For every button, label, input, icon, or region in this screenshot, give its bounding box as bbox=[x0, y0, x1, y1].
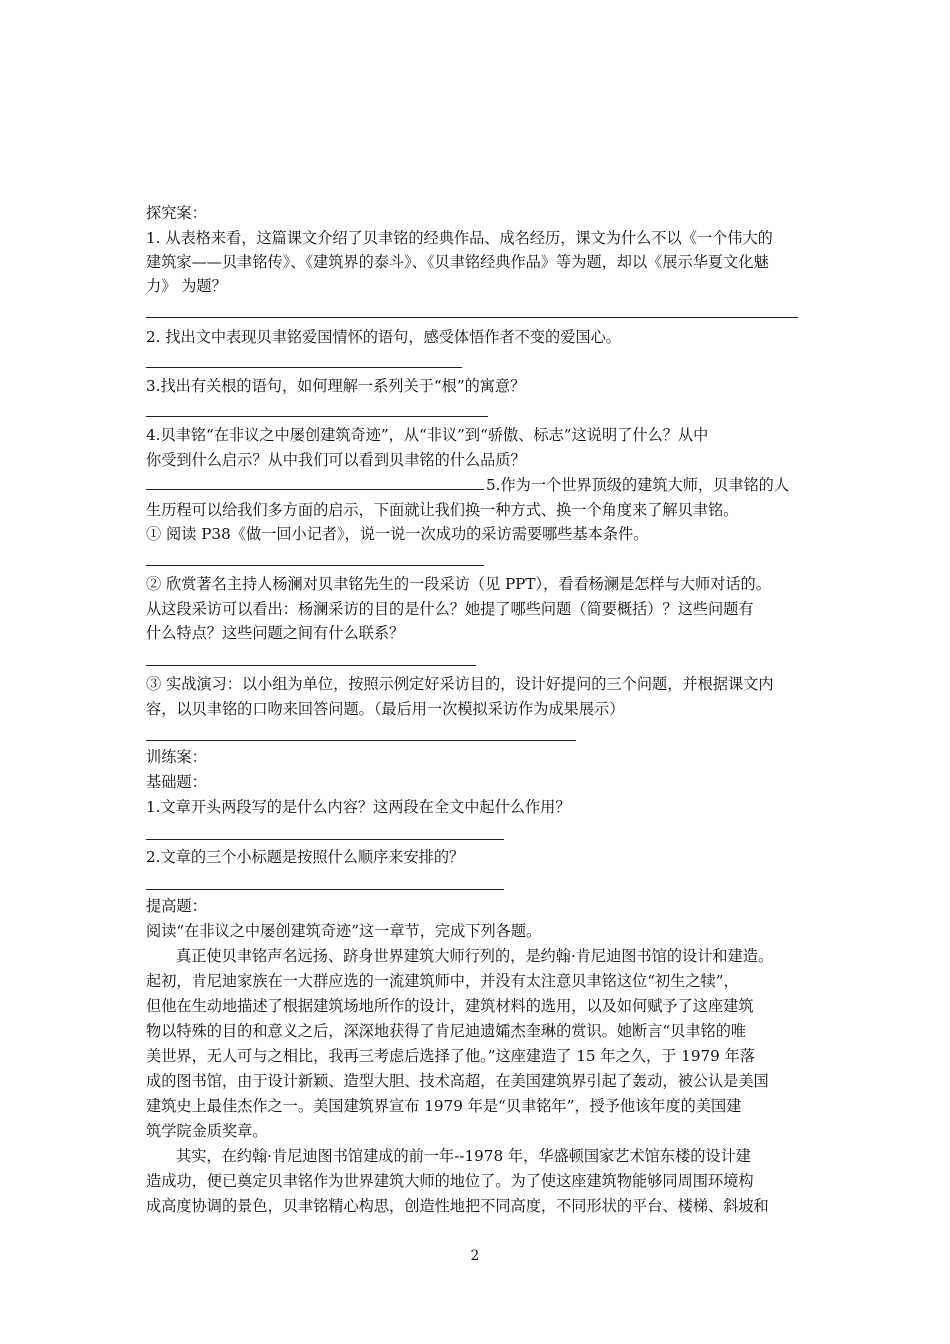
question-1-line-2: 建筑家——贝聿铭传》、《建筑界的泰斗》、《贝聿铭经典作品》等为题，却以《展示华夏文化魅 bbox=[146, 253, 769, 271]
basic-question-1: 1.文章开头两段写的是什么内容？这两段在全文中起什么作用？ bbox=[146, 798, 571, 816]
advanced-instruction: 阅读“在非议之中屡创建筑奇迹”这一章节，完成下列各题。 bbox=[146, 922, 542, 940]
answer-line bbox=[146, 475, 484, 490]
question-5-line-1 bbox=[146, 475, 818, 495]
passage-p1-line-8: 筑学院金质奖章。 bbox=[146, 1122, 268, 1140]
question-2: 2. 找出文中表现贝聿铭爱国情怀的语句，感受体悟作者不变的爱国心。 bbox=[146, 328, 621, 346]
question-4-line-1: 4.贝聿铭“在非议之中屡创建筑奇迹”，从“非议”到“骄傲、标志”这说明了什么？从中 bbox=[146, 426, 709, 444]
answer-line bbox=[146, 565, 484, 566]
passage-p1-line-7: 建筑史上最佳杰作之一。美国建筑界宣布 1979 年是“贝聿铭年”，授予他该年度的美国建 bbox=[146, 1097, 742, 1115]
question-1-line-1: 1. 从表格来看，这篇课文介绍了贝聿铭的经典作品、成名经历，课文为什么不以《一个伟大的 bbox=[146, 229, 773, 247]
question-3: 3.找出有关根的语句，如何理解一系列关于“根”的寓意？ bbox=[146, 377, 526, 395]
passage-p1-line-3: 但他在生动地描述了根据建筑场地所作的设计，建筑材料的选用，以及如何赋予了这座建筑 bbox=[146, 997, 754, 1015]
question-5-item-1: ① 阅读 P38《做一回小记者》，说一说一次成功的采访需要哪些基本条件。 bbox=[146, 525, 649, 543]
answer-line bbox=[146, 889, 504, 890]
subheading-advanced: 提高题： bbox=[146, 897, 207, 915]
passage-p1-line-1: 真正使贝聿铭声名远扬、跻身世界建筑大师行列的，是约翰·肯尼迪图书馆的设计和建造。 bbox=[176, 947, 774, 965]
answer-line bbox=[146, 839, 504, 840]
question-5-item-2-line-1: ② 欣赏著名主持人杨澜对贝聿铭先生的一段采访（见 PPT），看看杨澜是怎样与大师对话的。 bbox=[146, 575, 771, 593]
question-5-item-2-line-3: 什么特点？这些问题之间有什么联系？ bbox=[146, 624, 405, 642]
basic-question-2: 2.文章的三个小标题是按照什么顺序来安排的？ bbox=[146, 848, 465, 866]
answer-line bbox=[146, 740, 576, 741]
section-heading-inquiry: 探究案： bbox=[146, 204, 207, 222]
passage-p1-line-4: 物以特殊的目的和意义之后，深深地获得了肯尼迪遗孀杰奎琳的赏识。她断言“贝聿铭的唯 bbox=[146, 1022, 747, 1040]
subheading-basic: 基础题： bbox=[146, 773, 207, 791]
answer-line bbox=[146, 416, 488, 417]
passage-p1-line-6: 成的图书馆，由于设计新颖、造型大胆、技术高超，在美国建筑界引起了轰动，被公认是美国 bbox=[146, 1072, 769, 1090]
section-heading-training: 训练案： bbox=[146, 748, 207, 766]
question-5-text: 5.作为一个世界顶级的建筑大师，贝聿铭的人 bbox=[486, 476, 790, 494]
answer-line bbox=[146, 317, 798, 318]
question-4-line-2: 你受到什么启示？从中我们可以看到贝聿铭的什么品质？ bbox=[146, 451, 526, 469]
answer-line bbox=[146, 665, 476, 666]
question-5-item-3-line-2: 容，以贝聿铭的口吻来回答问题。（最后用一次模拟采访作为成果展示） bbox=[146, 700, 625, 718]
passage-p2-line-2: 造成功，便已奠定贝聿铭作为世界建筑大师的地位了。为了使这座建筑物能够同周围环境构 bbox=[146, 1172, 754, 1190]
passage-p2-line-3: 成高度协调的景色，贝聿铭精心构思，创造性地把不同高度，不同形状的平台、楼梯、斜坡和 bbox=[146, 1197, 769, 1215]
passage-p1-line-5: 美世界，无人可与之相比，我再三考虑后选择了他。”这座建造了 15 年之久，于 1979 年落 bbox=[146, 1047, 756, 1065]
passage-p1-line-2: 起初，肯尼迪家族在一大群应选的一流建筑师中，并没有太注意贝聿铭这位“初生之犊”， bbox=[146, 972, 739, 990]
question-5-line-2: 生历程可以给我们多方面的启示，下面就让我们换一种方式、换一个角度来了解贝聿铭。 bbox=[146, 501, 739, 519]
question-5-item-3-line-1: ③ 实战演习：以小组为单位，按照示例定好采访目的，设计好提问的三个问题，并根据课文内 bbox=[146, 675, 774, 693]
page-number: 2 bbox=[470, 1248, 480, 1264]
passage-p2-line-1: 其实，在约翰·肯尼迪图书馆建成的前一年--1978 年，华盛顿国家艺术馆东楼的设计建 bbox=[176, 1147, 751, 1165]
question-5-item-2-line-2: 从这段采访可以看出：杨澜采访的目的是什么？她提了哪些问题（简要概括）？这些问题有 bbox=[146, 600, 754, 618]
answer-line bbox=[146, 367, 462, 368]
question-1-line-3: 力》 为题？ bbox=[146, 277, 227, 295]
